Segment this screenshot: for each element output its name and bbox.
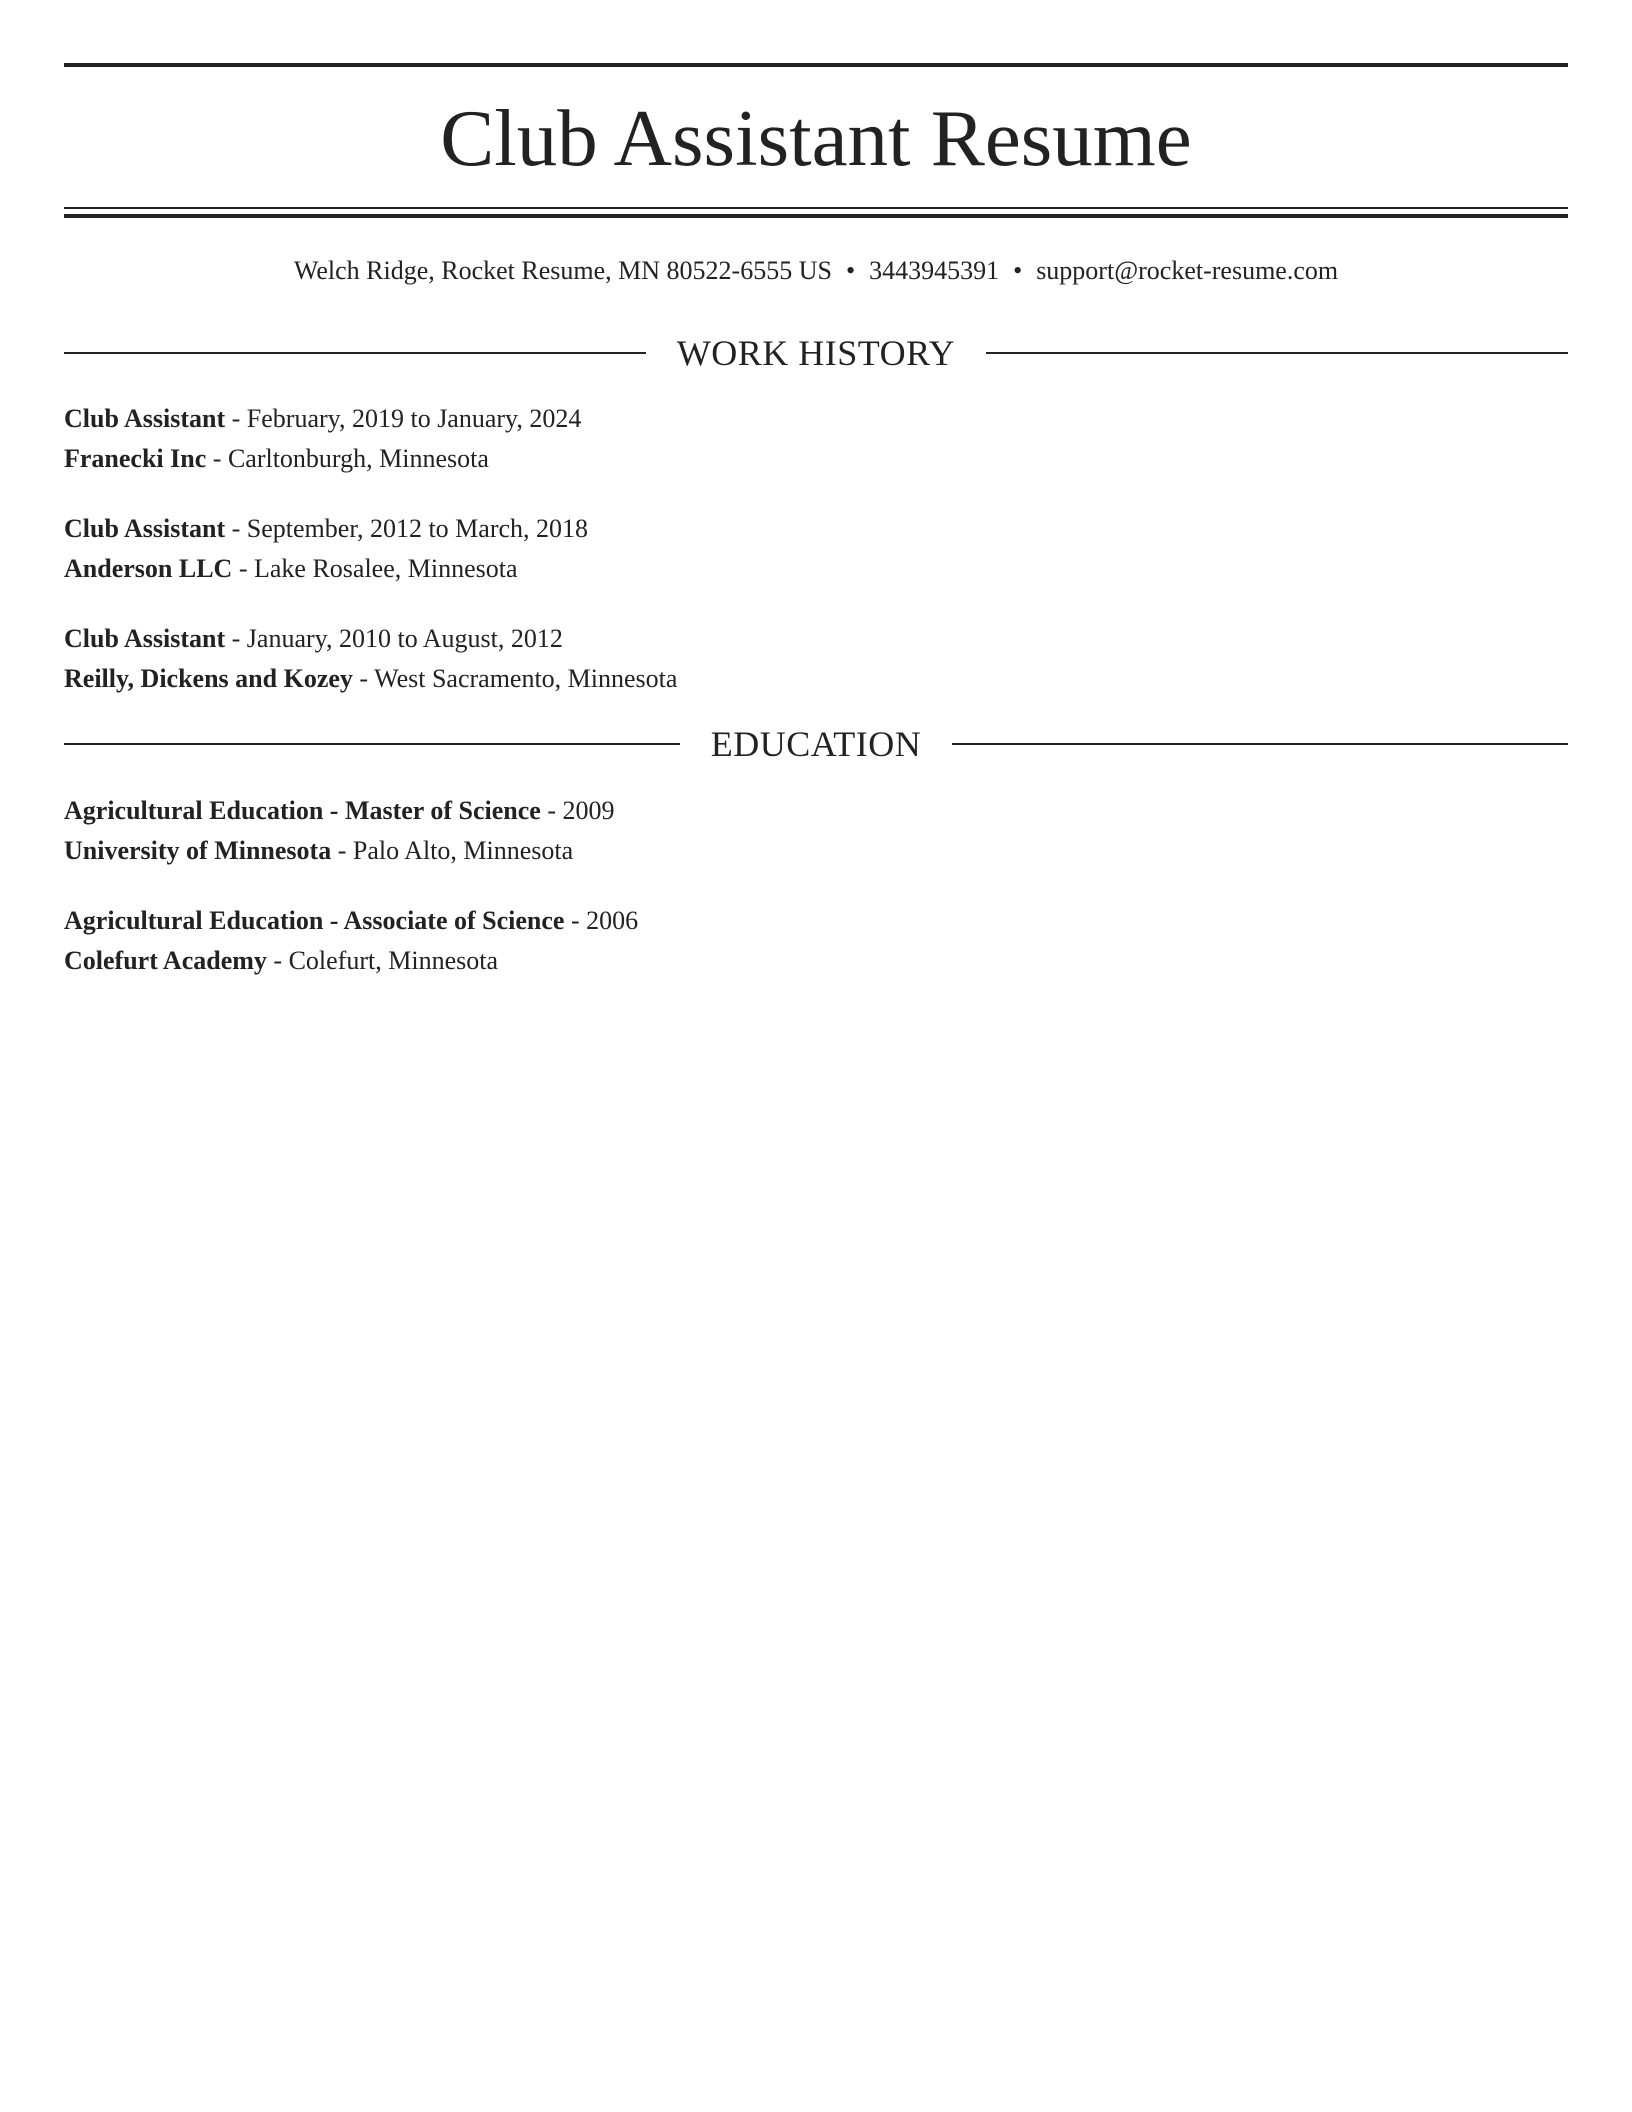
work-entry-company-line: Franecki Inc - Carltonburgh, Minnesota (64, 444, 489, 473)
work-dates: January, 2010 to August, 2012 (246, 624, 563, 653)
work-location: West Sacramento, Minnesota (374, 664, 678, 693)
work-entry-title-line: Club Assistant - February, 2019 to January, 2024 (64, 404, 582, 433)
heading-rule-right (952, 743, 1568, 745)
education-entry-title-line: Agricultural Education - Associate of Science - 2006 (64, 906, 639, 935)
work-dates: February, 2019 to January, 2024 (246, 404, 582, 433)
work-company: Reilly, Dickens and Kozey (64, 664, 353, 693)
work-location: Lake Rosalee, Minnesota (254, 554, 518, 583)
top-rule (64, 63, 1568, 67)
education-location: Colefurt, Minnesota (288, 946, 498, 975)
education-heading (64, 722, 1568, 766)
education-entry-school-line: Colefurt Academy - Colefurt, Minnesota (64, 946, 498, 975)
education-school: Colefurt Academy (64, 946, 267, 975)
work-history-label: WORK HISTORY (676, 333, 956, 373)
work-entry-company-line: Reilly, Dickens and Kozey - West Sacramento, Minnesota (64, 664, 678, 693)
contact-phone: 3443945391 (869, 256, 1000, 285)
title-underline-thick (64, 214, 1568, 218)
education-location: Palo Alto, Minnesota (352, 836, 574, 865)
education-year: 2006 (586, 906, 639, 935)
education-degree: Agricultural Education - Associate of Science (64, 906, 565, 935)
work-role: Club Assistant (64, 514, 226, 543)
contact-address: Welch Ridge, Rocket Resume, MN 80522-6555 US (293, 256, 832, 285)
title-underline-thin (64, 207, 1568, 209)
education-entry-title-line: Agricultural Education - Master of Science - 2009 (64, 796, 615, 825)
education-year: 2009 (562, 796, 615, 825)
work-entry-title-line: Club Assistant - September, 2012 to March, 2018 (64, 514, 589, 543)
heading-rule-right (986, 352, 1568, 354)
work-company: Anderson LLC (64, 554, 233, 583)
contact-line (64, 253, 1568, 289)
work-location: Carltonburgh, Minnesota (227, 444, 489, 473)
education-entry-school-line: University of Minnesota - Palo Alto, Minnesota (64, 836, 574, 865)
education-label: EDUCATION (710, 724, 922, 764)
work-entry-title-line: Club Assistant - January, 2010 to August, 2012 (64, 624, 563, 653)
work-dates: September, 2012 to March, 2018 (246, 514, 589, 543)
education-degree: Agricultural Education - Master of Science (64, 796, 541, 825)
work-entry-company-line: Anderson LLC - Lake Rosalee, Minnesota (64, 554, 518, 583)
resume-title: Club Assistant Resume (440, 93, 1192, 183)
contact-email: support@rocket-resume.com (1036, 256, 1339, 285)
education-school: University of Minnesota (64, 836, 332, 865)
work-role: Club Assistant (64, 404, 226, 433)
work-company: Franecki Inc (64, 444, 207, 473)
work-role: Club Assistant (64, 624, 226, 653)
contact-separator: • (845, 256, 856, 285)
work-history-heading (64, 331, 1568, 375)
contact-separator: • (1013, 256, 1023, 285)
